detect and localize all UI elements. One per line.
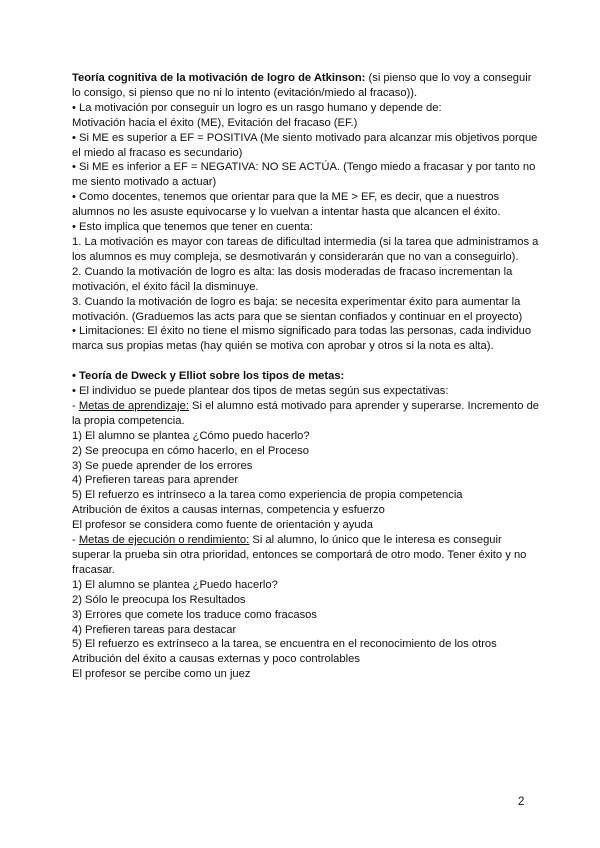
body-line: 2. Cuando la motivación de logro es alta: las dosis moderadas de fracaso incrementan la motivación, el éxito fácil la disminuye.	[72, 265, 513, 293]
performance-goals-desc: Si al alumno, lo único que le interesa es conseguir superar la prueba sin otra prioridad, entonces se comportará de otro modo. Tener éxito y no fracasar.	[72, 534, 527, 576]
list-item: El profesor se percibe como un juez	[72, 668, 251, 681]
body-line: • Como docentes, tenemos que orientar para que la ME > EF, es decir, que a nuestros alumnos no les asuste equivocarse y lo vuelvan a intentar hasta que alcancen el éxito.	[72, 191, 501, 219]
performance-goals-title: Metas de ejecución o rendimiento:	[78, 534, 250, 547]
body-line: • La motivación por conseguir un logro es un rasgo humano y depende de:	[72, 101, 442, 114]
learning-goals-title: Metas de aprendizaje:	[78, 399, 189, 412]
list-item: 1) El alumno se plantea ¿Puedo hacerlo?	[72, 578, 278, 591]
list-item: 5) El refuerzo es intrínseco a la tarea como experiencia de propia competencia	[72, 489, 463, 502]
body-line: Motivación hacia el éxito (ME), Evitación del fracaso (EF.)	[72, 116, 358, 129]
page-number: 2	[518, 796, 525, 808]
paragraph-gap	[72, 354, 542, 369]
atkinson-heading-note: (si pienso que lo voy a conseguir lo consigo, si pienso que no ni lo intento (evitación/miedo al fracaso)).	[72, 72, 532, 99]
list-item: 4) Prefieren tareas para destacar	[72, 623, 237, 636]
list-item: 1) El alumno se plantea ¿Cómo puedo hacerlo?	[72, 429, 310, 442]
list-item: El profesor se considera como fuente de orientación y ayuda	[72, 519, 373, 532]
list-item: 4) Prefieren tareas para aprender	[72, 474, 239, 487]
list-item: 5) El refuerzo es extrínseco a la tarea, se encuentra en el reconocimiento de los otros	[72, 638, 497, 651]
list-item: 2) Sólo le preocupa los Resultados	[72, 593, 246, 606]
body-line: • Limitaciones: El éxito no tiene el mismo significado para todas las personas, cada individuo marca sus propias metas (hay quién se motiva con aprobar y otros si la nota es alta).	[72, 325, 532, 353]
body-line: 3. Cuando la motivación de logro es baja: se necesita experimentar éxito para aumentar la motivación. (Graduemos las acts para que se sientan confiados y continuar en el proyecto)	[72, 295, 523, 323]
body-line: • El individuo se puede plantear dos tipos de metas según sus expectativas:	[72, 385, 449, 398]
learning-goals-desc: Si el alumno está motivado para aprender y superarse. Incremento de la propia competencia.	[72, 399, 540, 427]
list-item: 3) Errores que comete los traduce como fracasos	[72, 608, 317, 621]
body-line: • Si ME es inferior a EF = NEGATIVA: NO SE ACTÚA. (Tengo miedo a fracasar y por tanto no me siento motivado a actuar)	[72, 161, 536, 189]
dash-prefix: -	[72, 534, 79, 547]
body-line: • Si ME es superior a EF = POSITIVA (Me siento motivado para alcanzar mis objetivos porque el miedo al fracaso es secundario)	[72, 131, 538, 159]
list-item: 2) Se preocupa en cómo hacerlo, en el Proceso	[72, 444, 309, 457]
atkinson-heading: Teoría cognitiva de la motivación de logro de Atkinson:	[72, 72, 366, 84]
atkinson-paragraph	[72, 71, 542, 101]
list-item: Atribución de éxitos a causas internas, competencia y esfuerzo	[72, 504, 385, 517]
dweck-heading: • Teoría de Dweck y Elliot sobre los tipos de metas:	[72, 370, 345, 383]
performance-goals-paragraph	[72, 533, 542, 578]
dash-prefix: -	[72, 399, 79, 412]
body-line: 1. La motivación es mayor con tareas de dificultad intermedia (si la tarea que administramos a los alumnos es muy compleja, se desmotivarán y considerarán que no van a conseguirlo).	[72, 235, 539, 263]
list-item: 3) Se puede aprender de los errores	[72, 459, 253, 472]
list-item: Atribución del éxito a causas externas y poco controlables	[72, 653, 360, 666]
learning-goals-paragraph	[72, 399, 542, 429]
page-content	[72, 71, 542, 682]
body-line: • Esto implica que tenemos que tener en cuenta:	[72, 221, 313, 234]
